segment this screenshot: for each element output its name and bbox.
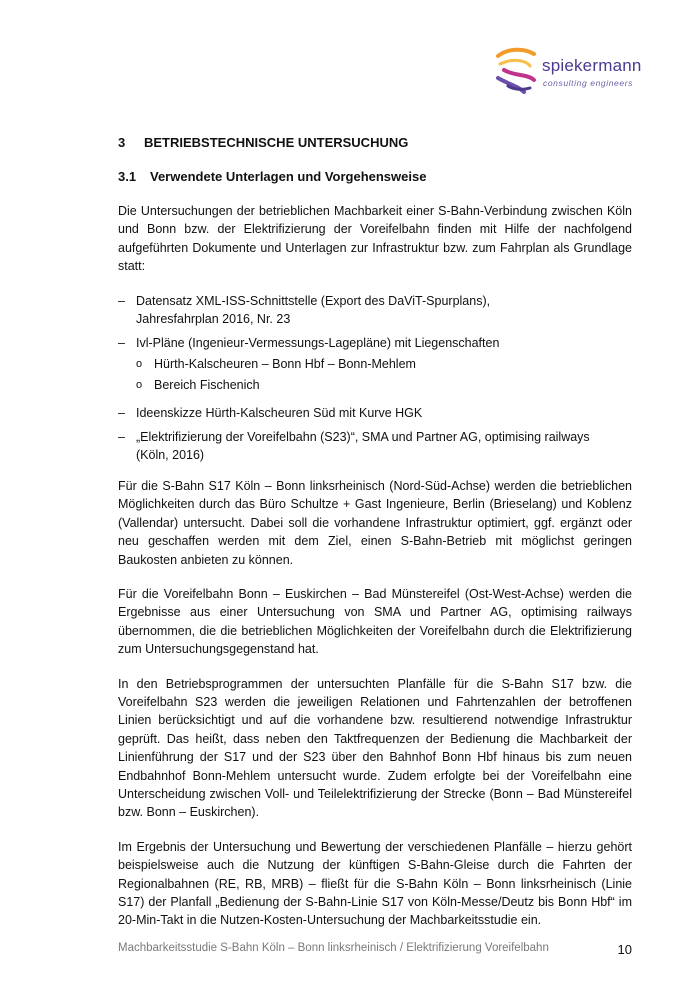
page-footer <box>118 942 632 957</box>
sub-list-marker: o <box>136 357 143 370</box>
list-item-text-cont: (Köln, 2016) <box>136 448 205 463</box>
list-item-text-cont: Jahresfahrplan 2016, Nr. 23 <box>136 312 291 327</box>
document-list <box>118 292 632 465</box>
sub-list <box>136 355 632 395</box>
list-marker: – <box>118 405 125 420</box>
list-marker: – <box>118 430 125 445</box>
list-marker: – <box>118 336 125 351</box>
list-item-text: Datensatz XML-ISS-Schnittstelle (Export des DaViT-Spurplans), <box>136 293 491 308</box>
section-number: 3 <box>118 135 126 150</box>
section-title: BETRIEBSTECHNISCHE UNTERSUCHUNG <box>144 135 409 150</box>
list-item <box>118 428 632 465</box>
paragraph-betriebsprogramme: In den Betriebsprogrammen der untersuchten Planfälle für die S-Bahn S17 bzw. die Voreifelbahn S23 werden die jeweiligen Relationen und Fahrtenzahlen der betroffenen Linien berücksichtigt und auf die vorhandene bzw. resultierend notwendige Infrastruktur geprüft. Das heißt, dass neben den Taktfrequenzen der Bedienung die Machbarkeit der Linienführung der S17 und der S23 über den Bahnhof Bonn Hbf hinaus bis zum neuen Endbahnhof Bonn-Mehlem untersucht wurde. Zudem erfolgte bei der Voreifelbahn eine Unterscheidung zwischen Voll- und Teilelektrifizierung der Strecke (Bonn – Bad Münstereifel bzw. Bonn – Euskirchen). <box>118 676 632 820</box>
sub-list-item-text: Bereich Fischenich <box>154 378 260 393</box>
sub-list-item <box>136 355 632 373</box>
sub-list-marker: o <box>136 379 143 392</box>
paragraph-s17: Für die S-Bahn S17 Köln – Bonn linksrheinisch (Nord-Süd-Achse) werden die betrieblichen Möglichkeiten durch das Büro Schultze + Gast Ingenieure, Berlin (Brieselang) und Koblenz (Vallendar) untersucht. Dabei soll die vorhandene Infrastruktur optimiert, ggf. ergänzt oder neu geschaffen werden mit dem Ziel, einen S-Bahn-Betrieb mit möglichst geringen Baukosten anbieten zu können. <box>118 478 632 567</box>
subsection-number: 3.1 <box>118 169 137 184</box>
company-logo <box>494 46 644 96</box>
list-item-text: Ideenskizze Hürth-Kalscheuren Süd mit Kurve HGK <box>136 405 423 420</box>
sub-list-item <box>136 376 632 394</box>
list-item <box>118 292 632 329</box>
list-marker: – <box>118 293 125 308</box>
paragraph-voreifelbahn: Für die Voreifelbahn Bonn – Euskirchen – Bad Münstereifel (Ost-West-Achse) werden die Ergebnisse aus einer Untersuchung von SMA und Partner AG, optimising railways übernommen, die die betrieblichen Möglichkeiten der Voreifelbahn durch die Elektrifizierung zum Untersuchungsgegenstand hat. <box>118 586 632 657</box>
subsection-heading <box>118 168 632 186</box>
footer-text: Machbarkeitsstudie S-Bahn Köln – Bonn linksrheinisch / Elektrifizierung Voreifelbahn <box>118 942 549 954</box>
page-number: 10 <box>617 942 632 957</box>
logo-name: spiekermann <box>542 56 642 75</box>
section-heading <box>118 134 632 152</box>
list-item <box>118 404 632 422</box>
paragraph-intro: Die Untersuchungen der betrieblichen Machbarkeit einer S-Bahn-Verbindung zwischen Köln und Bonn bzw. der Elektrifizierung der Voreifelbahn finden mit Hilfe der nachfolgend aufgeführten Dokumente und Unterlagen zur Infrastruktur bzw. zum Fahrplan als Grundlage statt: <box>118 204 632 274</box>
paragraph-ergebnis: Im Ergebnis der Untersuchung und Bewertung der verschiedenen Planfälle – hierzu gehört beispielsweise auch die Nutzung der künftigen S-Bahn-Gleise durch die Fahrten der Regionalbahnen (RE, RB, MRB) – fließt für die S-Bahn Köln – Bonn linksrheinisch (Linie S17) der Planfall „Bedienung der S-Bahn-Linie S17 von Köln-Messe/Deutz bis Bonn Hbf“ im 20-Min-Takt in die Nutzen-Kosten-Untersuchung der Machbarkeitsstudie ein. <box>118 839 632 928</box>
list-item-text: „Elektrifizierung der Voreifelbahn (S23)“, SMA und Partner AG, optimising railways <box>136 430 590 445</box>
list-item <box>118 334 632 397</box>
logo-swoosh-icon <box>494 46 540 96</box>
subsection-title: Verwendete Unterlagen und Vorgehensweise <box>150 169 427 184</box>
list-item-text: Ivl-Pläne (Ingenieur-Vermessungs-Lagepläne) mit Liegenschaften <box>136 336 500 351</box>
logo-tagline: consulting engineers <box>543 78 633 88</box>
sub-list-item-text: Hürth-Kalscheuren – Bonn Hbf – Bonn-Mehlem <box>154 356 416 371</box>
main-content <box>118 134 632 946</box>
